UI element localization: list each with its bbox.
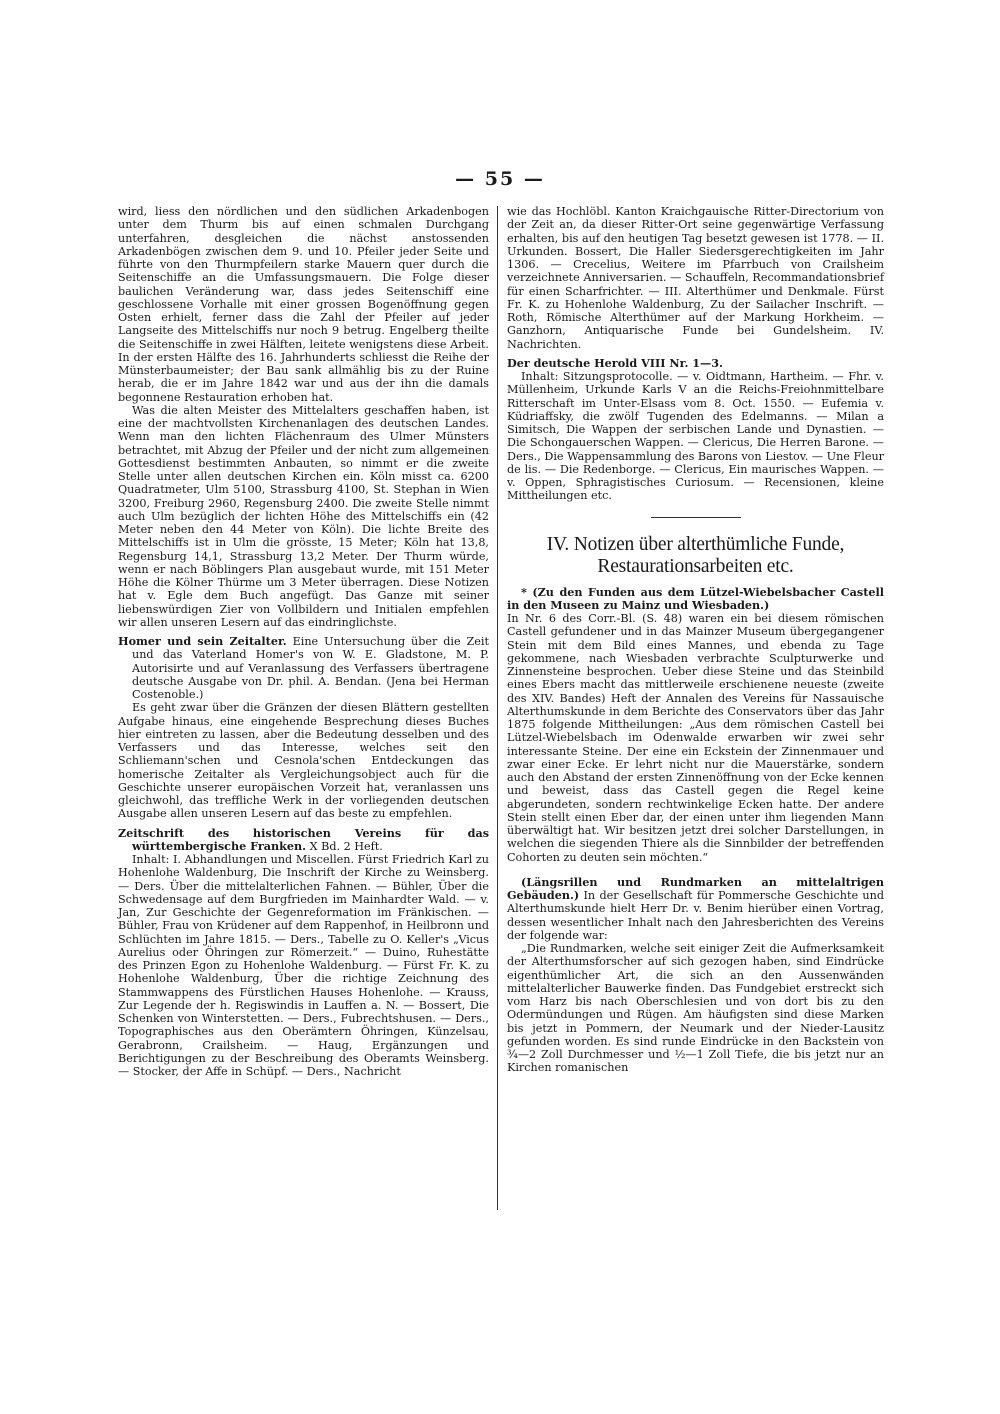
homer-review-title: Homer und sein Zeitalter. [118,634,287,648]
section-heading-line-1: IV. Notizen über alterthümliche Funde, [546,533,845,555]
lutzel-finds-title: * (Zu den Funden aus dem Lützel-Wiebelsbacher Castell in den Museen zu Mainz und Wiesbaden.) [507,584,884,612]
rundmarken-entry [507,876,884,942]
rundmarken-title: (Längsrillen und Rundmarken an mittelaltrigen Gebäuden.) [507,874,884,902]
column-divider [497,206,498,1210]
ulm-minster-paragraph-2: Was die alten Meister des Mittelalters geschaffen haben, ist eine der machtvollsten Kirchenanlagen des deutschen Landes. Wenn man den lichten Flächenraum des Ulmer Münsters betrachtet, mit Abzug der Pfeiler und der nicht zum allgemeinen Gottesdienst bestimmten Anbauten, so nimmt er die zweite Stelle unter allen deutschen Kirchen ein. Köln misst ca. 6200 Quadratmeter, Ulm 5100, Strassburg 4100, St. Stephan in Wien 3200, Freiburg 2960, Regensburg 2400. Die zweite Stelle nimmt auch Ulm bezüglich der lichten Höhe des Mittelschiffs ein (42 Meter neben den 44 Meter von Köln). Die lichte Breite des Mittelschiffs ist in Ulm die grösste, 15 Meter; Köln hat 13,8, Regensburg 14,1, Strassburg 13,2 Meter. Der Thurm würde, wenn er nach Böblingers Plan ausgebaut wurde, mit 151 Meter Höhe die Kölner Thürme um 3 Meter überragen. Diese Notizen hat v. Egle dem Buch angefügt. Das Ganze mit seiner liebenswürdigen Zier von Vollbildern und Initialen empfehlen wir allen unseren Lesern auf das eindringlichste. [118,403,489,629]
right-column [507,205,884,1075]
wuerttemberg-journal-volume: X Bd. 2 Heft. [306,839,383,853]
rundmarken-intro: In der Gesellschaft für Pommersche Geschichte und Alterthumskunde hielt Herr Dr. v. Benim hierüber einen Vortrag, dessen wesentlicher Inhalt nach den Jahresberichten des Vereins der folgende war: [507,889,884,942]
section-heading-line-2: Restaurationsarbeiten etc. [597,555,794,577]
section-heading [507,534,884,578]
rundmarken-paragraph: „Die Rundmarken, welche seit einiger Zeit die Aufmerksamkeit der Alterthumsforscher auf sich gezogen haben, sind Eindrücke eigenthümlicher Art, die sich an den Aussenwänden mittelalterlicher Bauwerke finden. Das Fundgebiet erstreckt sich vom Harz bis nach Oberschlesien und von dort bis zu den Odermündungen und Rügen. Am häufigsten sind diese Marken bis jetzt in Pommern, der Neumark und der Nieder-Lausitz gefunden worden. Es sind runde Eindrücke in den Backstein von ¾—2 Zoll Durchmesser und ½—1 Zoll Tiefe, die bis jetzt nur an Kirchen romanischen [507,942,884,1075]
wuerttemberg-journal-entry [118,827,489,854]
section-divider [651,517,741,518]
ulm-minster-paragraph-1: wird, liess den nördlichen und den südlichen Arkadenbogen unter dem Thurm bis auf einen schmalen Durchgang unterfahren, desgleichen die nächst anstossenden Arkadenbögen zwischen dem 9. und 10. Pfeiler jeder Seite und führte von den Thurmpfeilern starke Mauern quer durch die Seitenschiffe an die Umfassungsmauern. Die Folge dieser baulichen Veränderung war, dass jedes Seitenschiff eine geschlossene Vorhalle mit einer grossen Bogenöffnung gegen Osten erhielt, ferner dass die Zahl der Pfeiler auf jeder Langseite des Mittelschiffs nur noch 9 betrug. Engelberg theilte die Seitenschiffe in zwei Hälften, leitete wenigstens diese Arbeit. In der ersten Hälfte des 16. Jahrhunderts schliesst die Reihe der Münsterbaumeister; der Bau sank allmählig bis zu der Ruine herab, die er im Jahre 1842 war und aus der ihn die damals begonnene Restauration erhoben hat. [118,205,489,404]
lutzel-finds-paragraph: In Nr. 6 des Corr.-Bl. (S. 48) waren ein bei diesem römischen Castell gefundener und in das Mainzer Museum übergegangener Stein mit dem Bild eines Mannes, und ebenda zu Tage gekommene, nach Wiesbaden verbrachte Sculpturwerke und Zinnensteine besprochen. Ueber diese Steine und das Steinbild eines Ebers macht das mittlerweile erschienene neueste (zweite des XIV. Bandes) Heft der Annalen des Vereins für Nassauische Alterthumskunde in dem Berichte des Conservators über das Jahr 1875 folgende Mittheilungen: „Aus dem römischen Castell bei Lützel-Wiebelsbach im Odenwalde erwarben wir zwei sehr interessante Steine. Der eine ein Eckstein der Zinnenmauer und zwar einer Ecke. Er lehrt nicht nur die Mauerstärke, sondern auch den Abstand der ersten Zinnenöffnung von der Ecke kennen und beweist, dass das Castell gegen die Regel keine abgerundeten, sondern rechtwinkelige Ecken hatte. Der andere Stein stellt einen Eber dar, der einen unter ihm liegenden Mann überwältigt hat. Wir besitzen jetzt drei solcher Darstellungen, in welchen die siegenden Thiere als die Sinnbilder der betreffenden Cohorten zu deuten sein möchten.“ [507,612,884,864]
wuerttemberg-journal-contents-continued: wie das Hochlöbl. Kanton Kraichgauische Ritter-Directorium von der Zeit an, da dieser Ritter-Ort seine gegenwärtige Verfassung erhalten, bis auf den heutigen Tag besetzt gewesen ist 1778. — II. Urkunden. Bossert, Die Haller Siedersgerechtigkeiten im Jahr 1306. — Crecelius, Weitere im Pfarrbuch von Crailsheim verzeichnete Anniversarien. — Schauffeln, Recommandationsbrief für einen Scharfrichter. — III. Alterthümer und Denkmale. Fürst Fr. K. zu Hohenlohe Waldenburg, Zu der Sailacher Inschrift. — Roth, Römische Alterthümer auf der Markung Horkheim. — Ganzhorn, Antiquarische Funde bei Gundelsheim. IV. Nachrichten. [507,205,884,351]
homer-review-citation: Eine Untersuchung über die Zeit und das Vaterland Homer's von W. E. Gladstone, M. P. Autorisirte und auf Veranlassung des Verfassers übertragene deutsche Ausgabe von Dr. phil. A. Bendan. (Jena bei Herman Costenoble.) [132,635,489,701]
herold-journal-title: Der deutsche Herold VIII Nr. 1—3. [507,355,723,370]
herold-journal-contents: Inhalt: Sitzungsprotocolle. — v. Oidtmann, Hartheim. — Fhr. v. Müllenheim, Urkunde Karls V an die Reichs-Freiohnmittelbare Ritterschaft im Unter-Elsass vom 8. Oct. 1550. — Eufemia v. Küdriaffsky, die zwölf Tugenden des Edelmanns. — Milan a Simitsch, Die Wappen der serbischen Lande und Dynastien. — Die Schongauerschen Wappen. — Clericus, Die Herren Barone. — Ders., Die Wappensammlung des Barons von Liestov. — Une Fleur de lis. — Die Redenborge. — Clericus, Ein maurisches Wappen. — v. Oppen, Sphragistisches Curiosum. — Recensionen, kleine Mittheilungen etc. [507,370,884,503]
page-number: — 55 — [455,168,545,190]
homer-review-paragraph: Es geht zwar über die Gränzen der diesen Blättern gestellten Aufgabe hinaus, eine eingehende Besprechung dieses Buches hier eintreten zu lassen, aber die Bedeutung desselben und des Verfassers und das Interesse, welches seit den Schliemann'schen und Cesnola'schen Entdeckungen das homerische Zeitalter als Vergleichungsobject auch für die Geschichte unserer europäischen Vorzeit hat, veranlassen uns gleichwohl, das treffliche Werk in der vorliegenden deutschen Ausgabe allen unseren Lesern auf das beste zu empfehlen. [118,701,489,821]
wuerttemberg-journal-contents: Inhalt: I. Abhandlungen und Miscellen. Fürst Friedrich Karl zu Hohenlohe Waldenburg, Die Inschrift der Kirche zu Weinsberg. — Ders. Über die mittelalterlichen Fahnen. — Bühler, Über die Schwedensage auf dem Burgfrieden im Mainhardter Wald. — v. Jan, Zur Geschichte der Gegenreformation im Fränkischen. — Bühler, Frau von Krüdener auf dem Rappenhof, in Heilbronn und Schlüchten im Jahre 1815. — Ders., Tabelle zu O. Keller's „Vicus Aurelius oder Öhringen zur Römerzeit.“ — Duino, Ruhestätte des Prinzen Egon zu Hohenlohe Waldenburg. — Fürst Fr. K. zu Hohenlohe Waldenburg, Über die richtige Zeichnung des Stammwappens des Fürstlichen Hauses Hohenlohe. — Krauss, Zur Legende der h. Regiswindis in Lauffen a. N. — Bossert, Die Schenken von Winterstetten. — Ders., Fubrechtshusen. — Ders., Topographisches aus den Oberämtern Öhringen, Künzelsau, Gerabronn, Crailsheim. — Haug, Ergänzungen und Berichtigungen zu der Beschreibung des Oberamts Weinsberg. — Stocker, der Affe in Schüpf. — Ders., Nachricht [118,853,489,1078]
left-column [118,205,489,1078]
wuerttemberg-journal-title: Zeitschrift des historischen Vereins für das württembergische Franken. [118,825,489,853]
homer-review-entry [118,635,489,701]
